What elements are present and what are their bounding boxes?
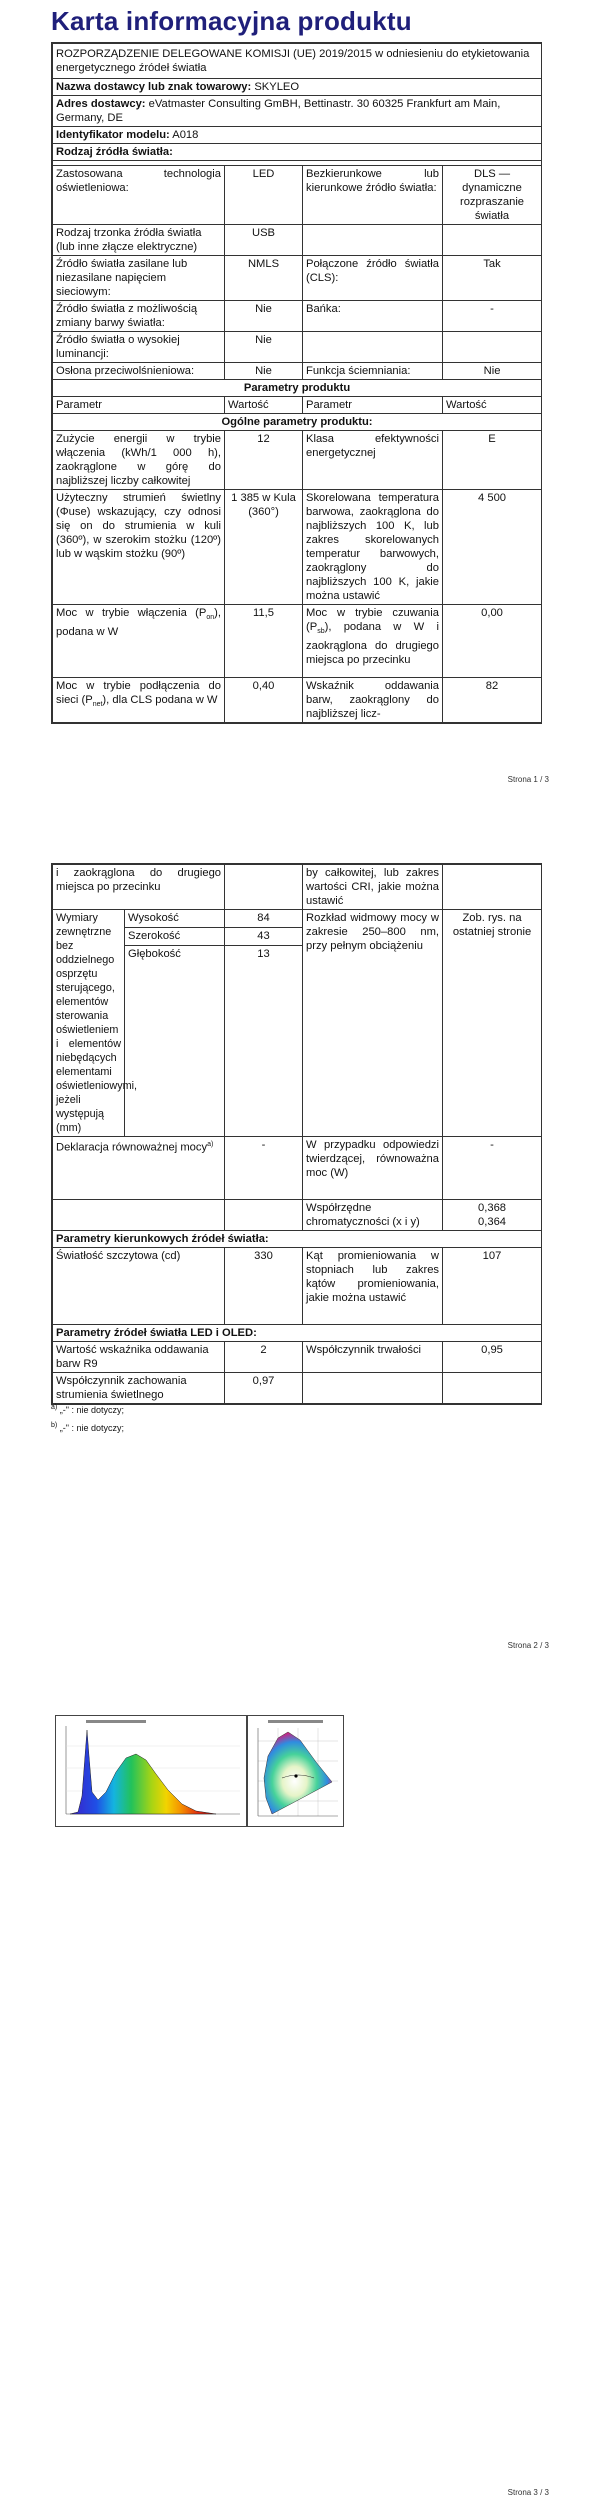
footnote-text: „-" : nie dotyczy; — [59, 1405, 124, 1415]
col-param-header: Parametr — [303, 397, 443, 414]
declared-power-text: Deklaracja równoważnej mocy — [56, 1141, 208, 1154]
empty-cell — [443, 865, 542, 910]
model-label: Identyfikator modelu: — [56, 129, 170, 141]
spectral-value: Zob. rys. na ostatniej stronie — [443, 910, 542, 1137]
product-info-table-continued — [51, 863, 542, 1405]
param-label-text: ), podana w W — [56, 607, 221, 639]
row-label: Zastosowana technologia oświetleniowa: — [53, 166, 225, 225]
cont-left-text: i zaokrąglona do drugiego miejsca po przecinku — [53, 865, 225, 910]
empty-cell — [225, 865, 303, 910]
param-label: Wskaźnik oddawania barw, zaokrąglony do najbliższej licz- — [303, 678, 443, 723]
cont-right-text: by całkowitej, lub zakres wartości CRI, jakie można ustawić — [303, 865, 443, 910]
dimension-name: Głębokość — [125, 946, 225, 1137]
beam-angle-value: 107 — [443, 1248, 542, 1325]
row-value: LED — [225, 166, 303, 225]
param-value: 12 — [225, 431, 303, 490]
param-value: 0,40 — [225, 678, 303, 723]
row-value: Nie — [225, 332, 303, 363]
footnote-mark: a) — [51, 1404, 58, 1411]
durability-value: 0,95 — [443, 1342, 542, 1373]
chromaticity-diagram-figure — [247, 1715, 344, 1827]
param-label-text: Moc w trybie podłączenia do sieci (P — [56, 680, 221, 706]
param-value: 82 — [443, 678, 542, 723]
param-value: 4 500 — [443, 490, 542, 605]
supplier-name-label: Nazwa dostawcy lub znak towarowy: — [56, 81, 252, 93]
row-value — [443, 332, 542, 363]
r9-value: 2 — [225, 1342, 303, 1373]
row-value: NMLS — [225, 256, 303, 301]
param-label-subscript: on — [206, 614, 215, 622]
row-value: USB — [225, 225, 303, 256]
page-number: Strona 3 / 3 — [507, 2488, 549, 2497]
dimension-value: 43 — [225, 928, 303, 946]
param-label: Klasa efektywności energetycznej — [303, 431, 443, 490]
supplier-address-row — [53, 96, 542, 127]
declared-power-value: - — [225, 1137, 303, 1200]
row-value: Nie — [225, 363, 303, 380]
param-value: 1 385 w Kula (360°) — [225, 490, 303, 605]
dimension-name: Szerokość — [125, 928, 225, 946]
supplier-address-value: eVatmaster Consulting GmBH, Bettinastr. 30 60325 Frankfurt am Main, Germany, DE — [56, 98, 501, 124]
peak-intensity-label: Światłość szczytowa (cd) — [53, 1248, 225, 1325]
row-label: Źródło światła z możliwością zmiany barwy światła: — [53, 301, 225, 332]
model-row — [53, 127, 542, 144]
row-label: Rodzaj trzonka źródła światła (lub inne złącze elektryczne) — [53, 225, 225, 256]
row-label: Źródło światła o wysokiej luminancji: — [53, 332, 225, 363]
row-label: Bańka: — [303, 301, 443, 332]
page-number: Strona 2 / 3 — [507, 1641, 549, 1650]
empty-cell — [225, 1200, 303, 1231]
param-label: Użyteczny strumień świetlny (Φuse) wskazujący, czy odnosi się on do strumienia w kuli (360º), w szerokim stożku (120º) lub w wąskim stożku (90º) — [53, 490, 225, 605]
param-label — [303, 605, 443, 678]
param-label-text: ), dla CLS podana w W — [102, 694, 218, 706]
supplier-address-label: Adres dostawcy: — [56, 98, 146, 110]
param-value: 11,5 — [225, 605, 303, 678]
row-value: Nie — [225, 301, 303, 332]
empty-cell — [303, 1373, 443, 1404]
r9-label: Wartość wskaźnika oddawania barw R9 — [53, 1342, 225, 1373]
param-label — [53, 678, 225, 723]
chromaticity-x: 0,368 — [478, 1202, 507, 1214]
spectral-label: Rozkład widmowy mocy w zakresie 250–800 nm, przy pełnym obciążeniu — [303, 910, 443, 1137]
col-value-header: Wartość — [443, 397, 542, 414]
empty-cell — [53, 1200, 225, 1231]
footnote-text: „-" : nie dotyczy; — [59, 1423, 124, 1433]
row-value: Nie — [443, 363, 542, 380]
supplier-name-value: SKYLEO — [254, 81, 300, 93]
param-label-text: Moc w trybie włączenia (P — [56, 607, 207, 619]
chromaticity-label: Współrzędne chromatyczności (x i y) — [303, 1200, 443, 1231]
param-label-subscript: net — [92, 701, 103, 709]
spectral-distribution-graphic — [56, 1716, 246, 1826]
maintenance-label: Współczynnik zachowania strumienia świetlnego — [53, 1373, 225, 1404]
dimension-value: 84 — [225, 910, 303, 928]
col-value-header: Wartość — [225, 397, 303, 414]
param-label — [53, 605, 225, 678]
product-info-table — [51, 42, 542, 724]
dimension-value: 13 — [225, 946, 303, 1137]
peak-intensity-value: 330 — [225, 1248, 303, 1325]
general-params-header: Ogólne parametry produktu: — [53, 414, 542, 431]
durability-label: Współczynnik trwałości — [303, 1342, 443, 1373]
maintenance-value: 0,97 — [225, 1373, 303, 1404]
row-label: Źródło światła zasilane lub niezasilane napięciem sieciowym: — [53, 256, 225, 301]
empty-cell — [443, 1373, 542, 1404]
footnote-ref: a) — [207, 1141, 214, 1148]
chromaticity-diagram-graphic — [248, 1716, 343, 1826]
model-value: A018 — [172, 129, 199, 141]
row-label — [303, 332, 443, 363]
document-title: Karta informacyjna produktu — [51, 6, 412, 36]
footnote-mark: b) — [51, 1422, 58, 1429]
param-label-text: ), podana w W i zaokrąglona do drugiego miejsca po przecinku — [306, 621, 439, 667]
page-number: Strona 1 / 3 — [507, 775, 549, 784]
row-label: Bezkierunkowe lub kierunkowe źródło światła: — [303, 166, 443, 225]
dimension-name: Wysokość — [125, 910, 225, 928]
row-label — [303, 225, 443, 256]
supplier-name-row — [53, 79, 542, 96]
dimensions-label: Wymiary zewnętrzne bez oddzielnego osprzętu sterującego, elementów sterowania oświetleniem i elementów niebędących elementami oświetleniowymi, jeżeli występują (mm) — [53, 910, 125, 1137]
footnote-b — [51, 1422, 124, 1433]
param-label-text: Moc w trybie czuwania (P — [306, 607, 439, 633]
param-label: Skorelowana temperatura barwowa, zaokrąglona do najbliższych 100 K, lub zakres skorelowanych temperatur barwowych, zaokrąglony do najbliższych 100 K, jakie można ustawić — [303, 490, 443, 605]
directional-header: Parametry kierunkowych źródeł światła: — [53, 1231, 542, 1248]
declared-power-label — [53, 1137, 225, 1200]
row-value: - — [443, 301, 542, 332]
row-label: Funkcja ściemniania: — [303, 363, 443, 380]
led-header: Parametry źródeł światła LED i OLED: — [53, 1325, 542, 1342]
light-source-type-header: Rodzaj źródła światła: — [53, 144, 542, 161]
page-3 — [0, 1700, 591, 2510]
footnote-a — [51, 1404, 124, 1415]
row-value: DLS — dynamiczne rozpraszanie światła — [443, 166, 542, 225]
page-1 — [0, 0, 591, 800]
beam-angle-label: Kąt promieniowania w stopniach lub zakres kątów promieniowania, jakie można ustawić — [303, 1248, 443, 1325]
chromaticity-y: 0,364 — [478, 1216, 507, 1228]
page-2 — [0, 848, 591, 1668]
param-label: Zużycie energii w trybie włączenia (kWh/1 000 h), zaokrąglone w górę do najbliższej liczby całkowitej — [53, 431, 225, 490]
equivalent-power-label: W przypadku odpowiedzi twierdzącej, równoważna moc (W) — [303, 1137, 443, 1200]
param-label-subscript: sb — [317, 628, 325, 636]
row-value — [443, 225, 542, 256]
row-label: Połączone źródło światła (CLS): — [303, 256, 443, 301]
spectral-distribution-figure — [55, 1715, 247, 1827]
row-label: Osłona przeciwolśnieniowa: — [53, 363, 225, 380]
chromaticity-values — [443, 1200, 542, 1231]
param-value: 0,00 — [443, 605, 542, 678]
product-params-header: Parametry produktu — [53, 380, 542, 397]
equivalent-power-value: - — [443, 1137, 542, 1200]
param-value: E — [443, 431, 542, 490]
row-value: Tak — [443, 256, 542, 301]
regulation-text: ROZPORZĄDZENIE DELEGOWANE KOMISJI (UE) 2019/2015 w odniesieniu do etykietowania energetycznego źródeł światła — [53, 44, 542, 79]
col-param-header: Parametr — [53, 397, 225, 414]
